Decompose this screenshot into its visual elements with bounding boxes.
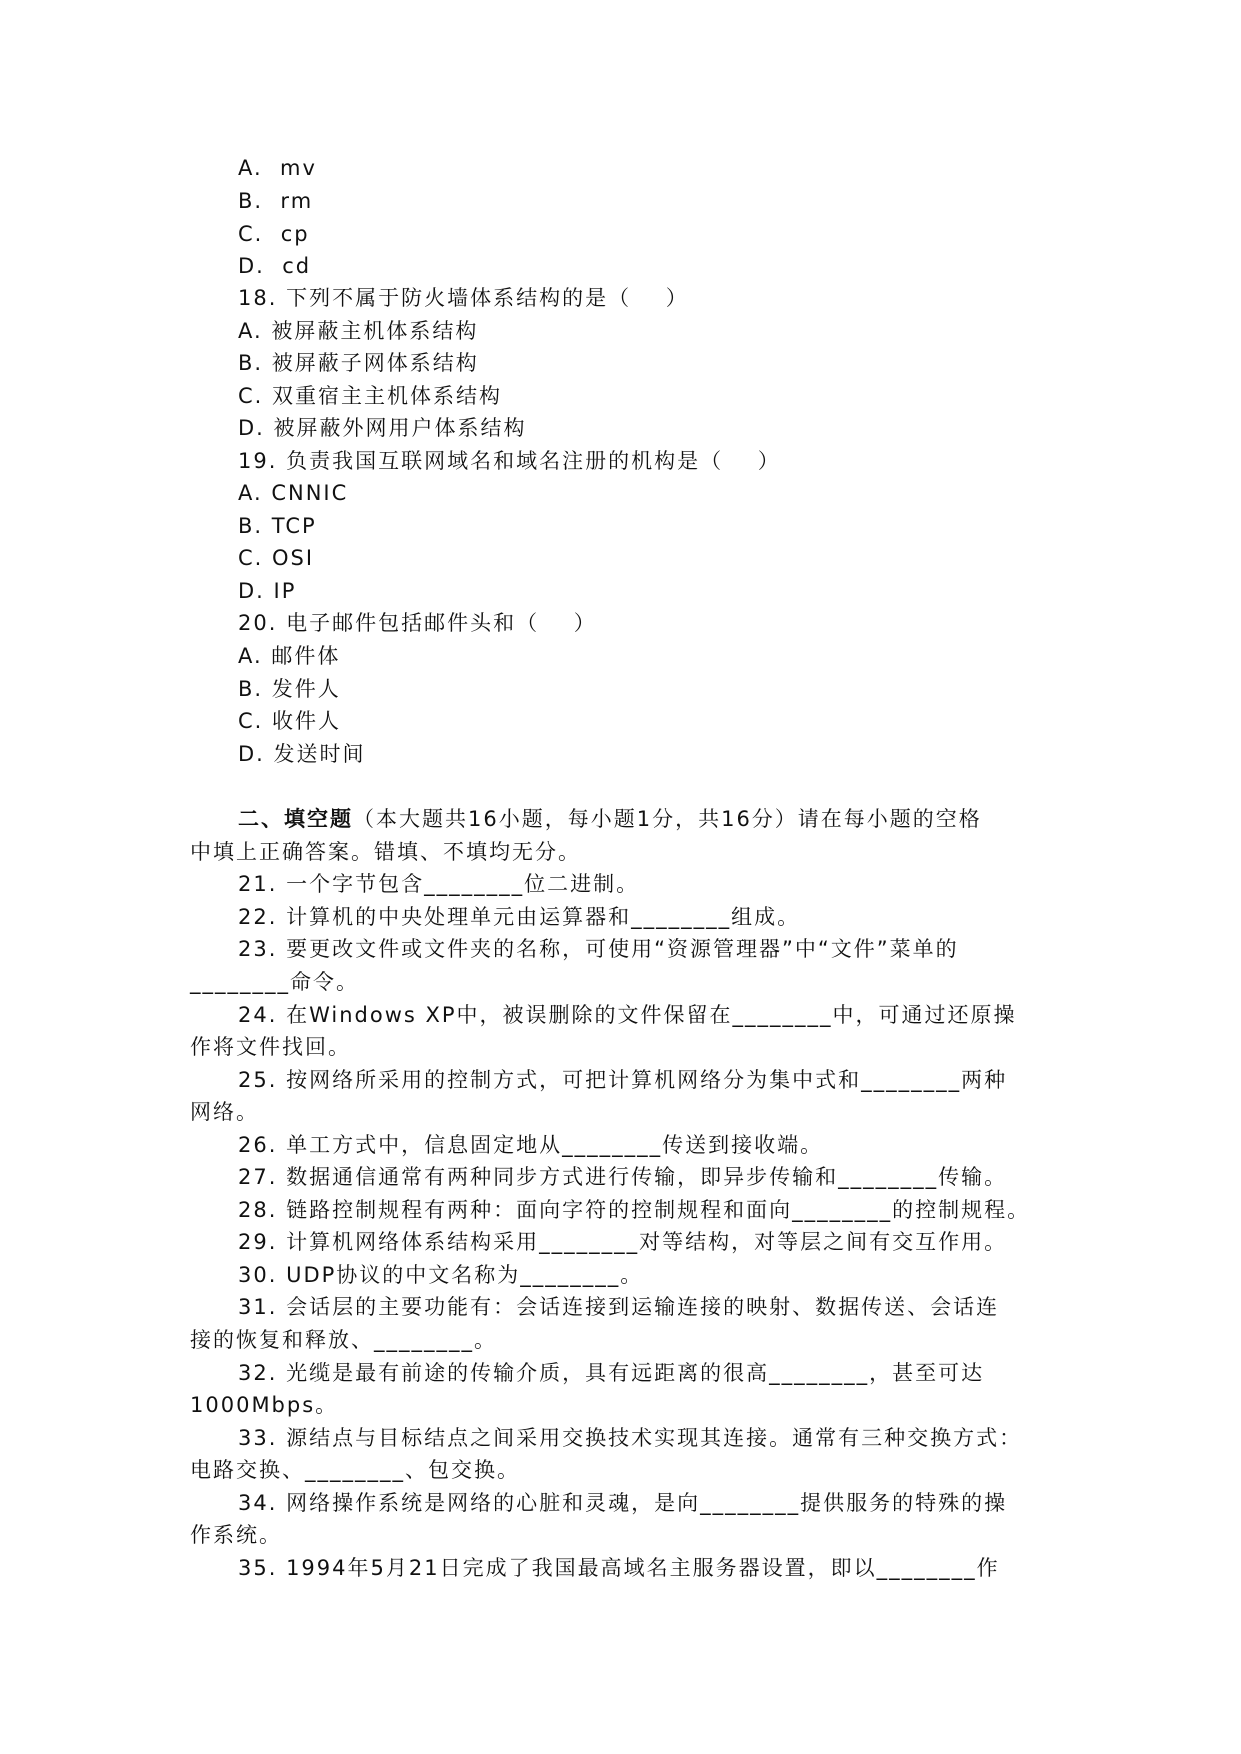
- q17-option-a: A. mv: [238, 156, 317, 180]
- q31-stem-cont: 接的恢复和释放、________。: [190, 1328, 497, 1352]
- section-fill-in-intro: [238, 805, 982, 833]
- q23-stem: 23. 要更改文件或文件夹的名称，可使用“资源管理器”中“文件”菜单的: [238, 937, 959, 961]
- section-intro-line2: 中填上正确答案。错填、不填均无分。: [190, 840, 581, 864]
- q25-stem: 25. 按网络所采用的控制方式，可把计算机网络分为集中式和________两种: [238, 1068, 1008, 1092]
- q18-stem: 18. 下列不属于防火墙体系结构的是（ ）: [238, 286, 689, 310]
- q20-option-b: B. 发件人: [238, 677, 341, 701]
- q24-stem: 24. 在Windows XP中，被误删除的文件保留在________中，可通过还原操: [238, 1003, 1017, 1027]
- q29-stem: 29. 计算机网络体系结构采用________对等结构，对等层之间有交互作用。: [238, 1230, 1008, 1254]
- q33-stem: 33. 源结点与目标结点之间采用交换技术实现其连接。通常有三种交换方式：: [238, 1426, 1023, 1450]
- q27-stem: 27. 数据通信通常有两种同步方式进行传输，即异步传输和________传输。: [238, 1165, 1008, 1189]
- q26-stem: 26. 单工方式中，信息固定地从________传送到接收端。: [238, 1133, 824, 1157]
- q17-option-c: C. cp: [238, 222, 310, 246]
- q30-stem: 30. UDP协议的中文名称为________。: [238, 1263, 644, 1287]
- q25-stem-cont: 网络。: [190, 1100, 259, 1124]
- q20-option-c: C. 收件人: [238, 709, 342, 733]
- q19-option-b: B. TCP: [238, 514, 317, 538]
- q33-stem-cont: 电路交换、________、包交换。: [190, 1458, 520, 1482]
- q34-stem: 34. 网络操作系统是网络的心脏和灵魂，是向________提供服务的特殊的操: [238, 1491, 1008, 1515]
- q19-option-c: C. OSI: [238, 546, 315, 570]
- q24-stem-cont: 作将文件找回。: [190, 1035, 351, 1059]
- q17-option-b: B. rm: [238, 189, 314, 213]
- q18-option-a: A. 被屏蔽主机体系结构: [238, 319, 479, 343]
- q34-stem-cont: 作系统。: [190, 1523, 282, 1547]
- q22-stem: 22. 计算机的中央处理单元由运算器和________组成。: [238, 905, 801, 929]
- q19-stem: 19. 负责我国互联网域名和域名注册的机构是（ ）: [238, 449, 781, 473]
- q18-option-c: C. 双重宿主主机体系结构: [238, 384, 503, 408]
- q19-option-d: D. IP: [238, 579, 297, 603]
- q32-stem: 32. 光缆是最有前途的传输介质，具有远距离的很高________，甚至可达: [238, 1361, 985, 1385]
- q35-stem: 35. 1994年5月21日完成了我国最高域名主服务器设置，即以________作: [238, 1556, 1000, 1580]
- section-title: 二、填空题: [238, 807, 353, 831]
- q31-stem: 31. 会话层的主要功能有：会话连接到运输连接的映射、数据传送、会话连: [238, 1295, 1000, 1319]
- q20-option-d: D. 发送时间: [238, 742, 366, 766]
- q19-option-a: A. CNNIC: [238, 481, 349, 505]
- section-intro-text: （本大题共16小题，每小题1分，共16分）请在每小题的空格: [353, 807, 982, 831]
- q32-stem-cont: 1000Mbps。: [190, 1393, 339, 1417]
- q20-option-a: A. 邮件体: [238, 644, 341, 668]
- q18-option-d: D. 被屏蔽外网用户体系结构: [238, 416, 527, 440]
- q23-stem-cont: ________命令。: [190, 970, 359, 994]
- q28-stem: 28. 链路控制规程有两种：面向字符的控制规程和面向________的控制规程。: [238, 1198, 1031, 1222]
- q17-option-d: D. cd: [238, 254, 312, 278]
- q20-stem: 20. 电子邮件包括邮件头和（ ）: [238, 611, 597, 635]
- q21-stem: 21. 一个字节包含________位二进制。: [238, 872, 640, 896]
- q18-option-b: B. 被屏蔽子网体系结构: [238, 351, 479, 375]
